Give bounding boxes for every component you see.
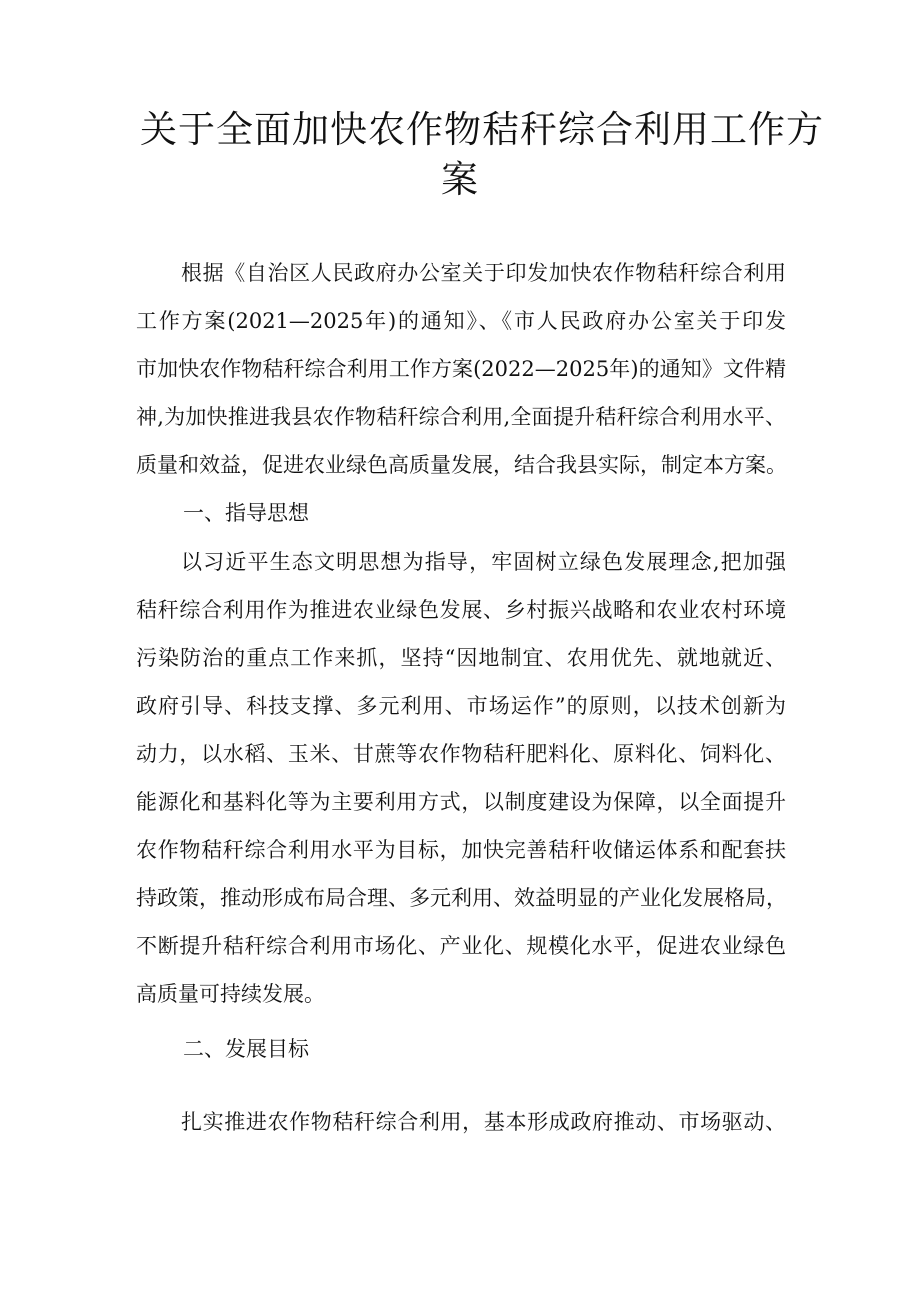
section-heading-guiding-ideology: 一、指导思想 (183, 501, 309, 525)
section1-line-6: 能源化和基料化等为主要利用方式，以制度建设为保障，以全面提升 (136, 790, 786, 814)
section-heading-development-goals: 二、发展目标 (183, 1037, 309, 1061)
section1-line-4: 政府引导、科技支撑、多元利用、市场运作”的原则，以技术创新为 (136, 694, 786, 718)
section1-line-7: 农作物秸秆综合利用水平为目标，加快完善秸秆收储运体系和配套扶 (136, 838, 786, 862)
section1-line-10: 高质量可持续发展。 (136, 982, 325, 1006)
document-title-line-1: 关于全面加快农作物秸秆综合利用工作方 (140, 108, 824, 151)
section1-line-3: 污染防治的重点工作来抓，坚持“因地制宜、农用优先、就地就近、 (136, 646, 786, 670)
section1-line-2: 秸秆综合利用作为推进农业绿色发展、乡村振兴战略和农业农村环境 (136, 598, 786, 622)
section1-line-5: 动力，以水稻、玉米、甘蔗等农作物秸秆肥料化、原料化、饲料化、 (136, 742, 786, 766)
intro-line-2: 工作方案(2021—2025年)的通知》、《市人民政府办公室关于印发 (136, 309, 786, 333)
section2-line-1: 扎实推进农作物秸秆综合利用，基本形成政府推动、市场驱动、 (181, 1110, 786, 1134)
document-title-line-2: 案 (441, 158, 479, 201)
section1-line-1: 以习近平生态文明思想为指导，牢固树立绿色发展理念,把加强 (181, 550, 786, 574)
intro-line-3: 市加快农作物秸秆综合利用工作方案(2022—2025年)的通知》文件精 (136, 357, 786, 381)
section1-line-9: 不断提升秸秆综合利用市场化、产业化、规模化水平，促进农业绿色 (136, 934, 786, 958)
intro-line-4: 神,为加快推进我县农作物秸秆综合利用,全面提升秸秆综合利用水平、 (136, 405, 786, 429)
intro-line-1: 根据《自治区人民政府办公室关于印发加快农作物秸秆综合利用 (181, 261, 786, 285)
intro-line-5: 质量和效益，促进农业绿色高质量发展，结合我县实际，制定本方案。 (136, 453, 787, 477)
section1-line-8: 持政策，推动形成布局合理、多元利用、效益明显的产业化发展格局， (136, 886, 787, 910)
